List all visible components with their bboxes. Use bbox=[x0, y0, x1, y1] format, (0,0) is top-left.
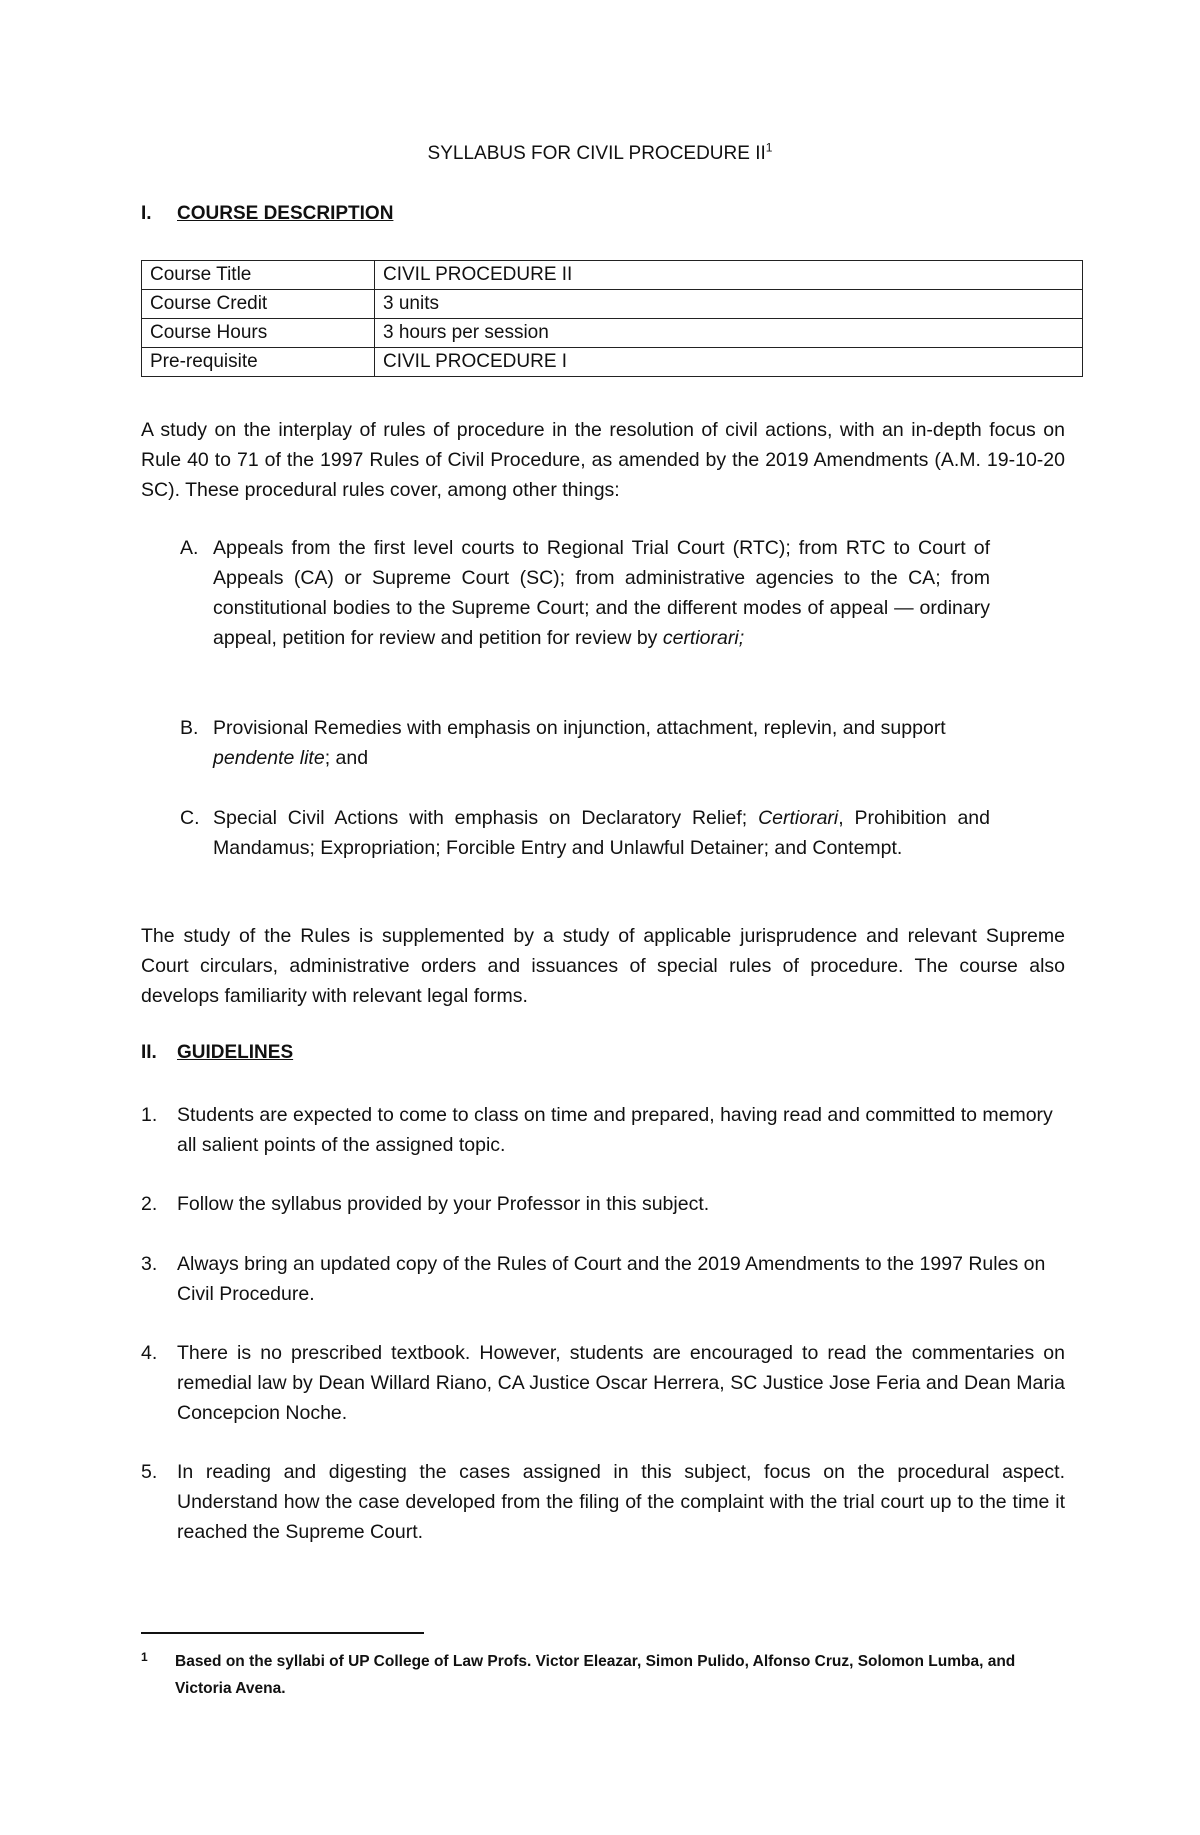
section-title: GUIDELINES bbox=[177, 1042, 294, 1063]
title-footnote-ref[interactable]: 1 bbox=[765, 140, 773, 155]
list-marker: A. bbox=[180, 537, 199, 559]
list-marker: C. bbox=[180, 807, 200, 829]
description-list-item-c bbox=[180, 803, 990, 863]
section-number: I. bbox=[141, 203, 152, 224]
item-text: Students are expected to come to class on time and prepared, having read and committed to memory all salient points of the assigned topic. bbox=[177, 1104, 1053, 1156]
table-row bbox=[142, 319, 1083, 348]
table-label-cell: Course Credit bbox=[142, 290, 375, 319]
course-description-paragraph: A study on the interplay of rules of procedure in the resolution of civil actions, with an in-depth focus on Rule 40 to 71 of the 1997 Rules of Civil Procedure, as amended by the 2019 Amendments (A.M. 19-10-20 SC). These procedural rules cover, among other things: bbox=[141, 419, 1065, 501]
table-row bbox=[142, 261, 1083, 290]
item-text: Always bring an updated copy of the Rules of Court and the 2019 Amendments to the 1997 Rules on Civil Procedure. bbox=[177, 1253, 1046, 1305]
guideline-item-1 bbox=[141, 1100, 1065, 1160]
footnote bbox=[141, 1648, 1065, 1702]
item-italic-text: certiorari; bbox=[662, 627, 745, 649]
item-text: Appeals from the first level courts to Regional Trial Court (RTC); from RTC to Court of Appeals (CA) or Supreme Court (SC); from administrative agencies to the CA; from constitutional bodies to the Supreme Court; and the different modes of appeal — ordinary appeal, petition for review and petition for review by bbox=[213, 537, 990, 649]
table-value-cell: CIVIL PROCEDURE I bbox=[375, 348, 1083, 377]
guideline-item-4 bbox=[141, 1338, 1065, 1428]
section-heading-course-description bbox=[141, 203, 393, 225]
list-marker: 4. bbox=[141, 1342, 158, 1364]
table-label-cell: Course Title bbox=[142, 261, 375, 290]
table-value-cell: 3 hours per session bbox=[375, 319, 1083, 348]
item-text: There is no prescribed textbook. However, students are encouraged to read the commentaries on remedial law by Dean Willard Riano, CA Justice Oscar Herrera, SC Justice Jose Feria and Dean Maria Concepcion Noche. bbox=[177, 1342, 1065, 1424]
list-marker: 3. bbox=[141, 1253, 158, 1275]
item-text: Provisional Remedies with emphasis on injunction, attachment, replevin, and support bbox=[213, 717, 946, 739]
section-title: COURSE DESCRIPTION bbox=[177, 203, 394, 224]
table-label-cell: Pre-requisite bbox=[142, 348, 375, 377]
item-text: , Prohibition and Mandamus; Expropriation; Forcible Entry and Unlawful Detainer; and Contempt. bbox=[213, 807, 990, 859]
table-row bbox=[142, 348, 1083, 377]
item-text: Special Civil Actions with emphasis on Declaratory Relief; bbox=[213, 807, 759, 829]
list-marker: 1. bbox=[141, 1104, 158, 1126]
section-heading-guidelines bbox=[141, 1042, 293, 1064]
item-italic-text: pendente lite bbox=[213, 747, 325, 769]
list-marker: 2. bbox=[141, 1193, 158, 1215]
table-row bbox=[142, 290, 1083, 319]
footnote-text: Based on the syllabi of UP College of Law Profs. Victor Eleazar, Simon Pulido, Alfonso Cruz, Solomon Lumba, and Victoria Avena. bbox=[175, 1653, 1016, 1697]
list-marker: 5. bbox=[141, 1461, 158, 1483]
course-info-table bbox=[141, 260, 1083, 377]
section-number: II. bbox=[141, 1042, 157, 1063]
guideline-item-3 bbox=[141, 1249, 1065, 1309]
course-supplement-paragraph: The study of the Rules is supplemented by a study of applicable jurisprudence and relevant Supreme Court circulars, administrative orders and issuances of special rules of procedure. The course also develops familiarity with relevant legal forms. bbox=[141, 925, 1065, 1007]
table-label-cell: Course Hours bbox=[142, 319, 375, 348]
item-text: ; and bbox=[324, 747, 369, 769]
table-value-cell: CIVIL PROCEDURE II bbox=[375, 261, 1083, 290]
title-text: SYLLABUS FOR CIVIL PROCEDURE II bbox=[427, 143, 766, 164]
footnote-marker: 1 bbox=[141, 1650, 148, 1664]
item-italic-text: Certiorari bbox=[758, 807, 839, 829]
document-title bbox=[0, 140, 1200, 165]
guideline-item-5 bbox=[141, 1457, 1065, 1547]
item-text: Follow the syllabus provided by your Professor in this subject. bbox=[177, 1193, 710, 1215]
guideline-item-2 bbox=[141, 1189, 1065, 1219]
list-marker: B. bbox=[180, 717, 199, 739]
footnote-divider bbox=[141, 1632, 424, 1634]
description-list-item-b bbox=[180, 713, 990, 773]
item-text: In reading and digesting the cases assigned in this subject, focus on the procedural aspect. Understand how the case developed from the filing of the complaint with the trial court up to the time it reached the Supreme Court. bbox=[177, 1461, 1065, 1543]
description-list-item-a bbox=[180, 533, 990, 653]
table-value-cell: 3 units bbox=[375, 290, 1083, 319]
